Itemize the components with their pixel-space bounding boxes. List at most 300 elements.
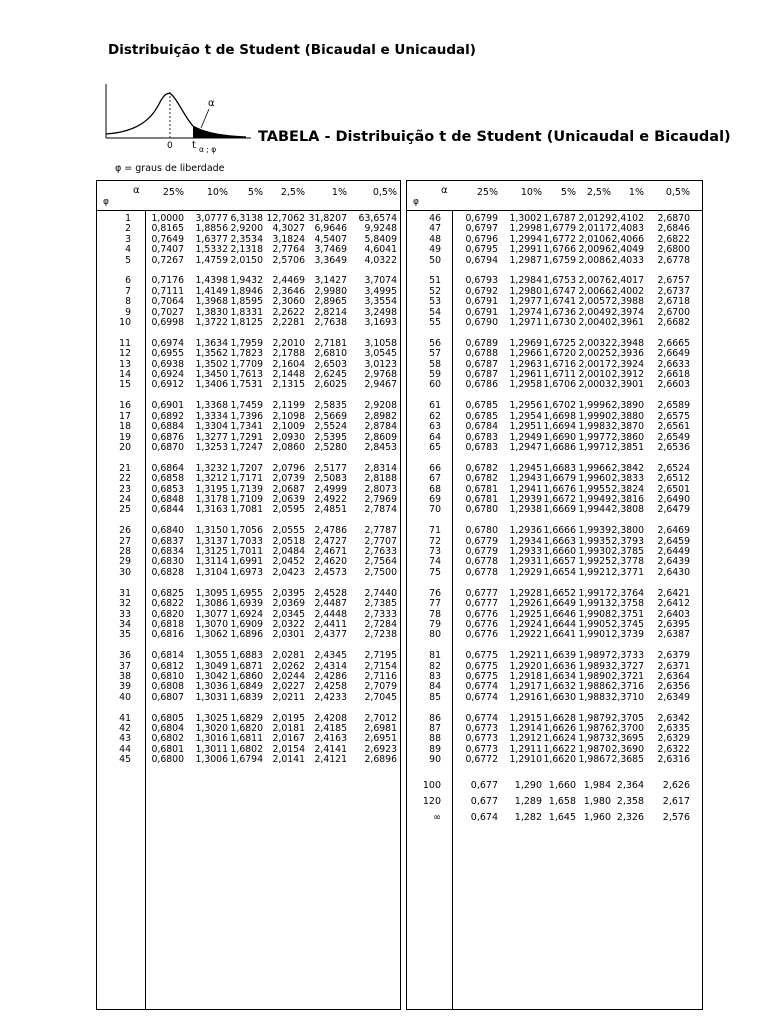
value-cell: 2,6379 (657, 650, 690, 662)
value-cell: 0,6807 (151, 691, 184, 703)
value-cell: 2,3758 (611, 598, 644, 610)
table-row (97, 256, 400, 266)
df-cell: 38 (119, 670, 131, 682)
value-cell: 1,9930 (578, 546, 611, 558)
value-cell: 2,6412 (657, 598, 690, 610)
value-cell: 2,626 (662, 780, 690, 791)
df-cell: 60 (429, 379, 441, 391)
value-cell: 4,6041 (364, 244, 397, 256)
df-cell: 46 (429, 213, 441, 224)
df-cell: 79 (429, 618, 441, 630)
df-cell: 65 (429, 441, 441, 453)
value-cell: 2,364 (616, 780, 644, 791)
table-row-group (97, 214, 400, 266)
df-cell: 3 (125, 233, 131, 245)
value-cell: 1,3086 (195, 598, 228, 610)
value-cell: 0,6822 (151, 598, 184, 610)
value-cell: 2,8784 (364, 421, 397, 433)
df-cell: ∞ (433, 812, 441, 823)
value-cell: 1,7011 (230, 546, 263, 558)
value-cell: 1,6694 (543, 421, 576, 433)
value-cell: 2,6981 (364, 723, 397, 735)
value-cell: 1,9897 (578, 650, 611, 662)
value-cell: 1,6839 (230, 691, 263, 703)
table-row (97, 505, 400, 515)
df-cell: 47 (429, 223, 441, 235)
value-cell: 1,8125 (230, 317, 263, 329)
value-cell: 1,3031 (195, 691, 228, 703)
value-cell: 0,6774 (465, 691, 498, 703)
value-cell: 1,9939 (578, 525, 611, 537)
value-cell: 2,6649 (657, 348, 690, 360)
value-cell: 0,6777 (465, 598, 498, 610)
value-cell: 2,4017 (611, 275, 644, 287)
value-cell: 0,6901 (151, 400, 184, 412)
value-cell: 0,6858 (151, 473, 184, 485)
value-cell: 2,3890 (611, 400, 644, 412)
density-curve (106, 93, 246, 137)
df-cell: 8 (125, 296, 131, 308)
value-cell: 1,9870 (578, 743, 611, 755)
value-cell: 2,3860 (611, 431, 644, 443)
df-cell: 20 (119, 441, 131, 453)
value-cell: 1,6669 (543, 504, 576, 516)
value-cell: 2,8965 (314, 296, 347, 308)
value-cell: 0,6828 (151, 566, 184, 578)
value-cell: 2,0244 (272, 670, 305, 682)
value-cell: 2,7116 (364, 670, 397, 682)
t-distribution-figure (96, 80, 256, 168)
value-cell: 1,3095 (195, 587, 228, 599)
value-cell: 1,6939 (230, 598, 263, 610)
df-cell: 15 (119, 379, 131, 391)
value-cell: 2,9208 (364, 400, 397, 412)
df-cell: 50 (429, 254, 441, 266)
df-cell: 69 (429, 493, 441, 505)
df-cell: 4 (125, 244, 131, 256)
value-cell: 0,6834 (151, 546, 184, 558)
df-cell: 56 (429, 337, 441, 349)
value-cell: 3,0123 (364, 358, 397, 370)
value-cell: 1,6698 (543, 410, 576, 422)
table-row (407, 599, 702, 609)
value-cell: 31,8207 (308, 213, 347, 224)
value-cell: 1,3502 (195, 358, 228, 370)
table-row-group (407, 401, 702, 453)
table-row (97, 568, 400, 578)
table-row (97, 318, 400, 328)
value-cell: 1,3104 (195, 566, 228, 578)
value-cell: 2,6561 (657, 421, 690, 433)
value-cell: 1,3195 (195, 483, 228, 495)
value-cell: 1,3137 (195, 535, 228, 547)
value-cell: 0,6792 (465, 285, 498, 297)
value-cell: 1,9960 (578, 473, 611, 485)
value-cell: 2,2622 (272, 306, 305, 318)
value-cell: 0,6884 (151, 421, 184, 433)
value-cell: 0,6797 (465, 223, 498, 235)
value-cell: 1,9876 (578, 723, 611, 735)
value-cell: 1,7823 (230, 348, 263, 360)
value-cell: 2,0167 (272, 733, 305, 745)
phi-header-symbol: φ (103, 197, 109, 207)
value-cell: 1,6676 (543, 483, 576, 495)
value-cell: 1,3150 (195, 525, 228, 537)
value-cell: 1,6730 (543, 317, 576, 329)
value-cell: 1,2994 (509, 233, 542, 245)
value-cell: 0,6825 (151, 587, 184, 599)
value-cell: 6,3138 (230, 213, 263, 224)
df-cell: 29 (119, 556, 131, 568)
value-cell: 1,9873 (578, 733, 611, 745)
value-cell: 0,6779 (465, 535, 498, 547)
value-cell: 0,6773 (465, 723, 498, 735)
df-cell: 11 (119, 337, 131, 349)
value-cell: 1,6657 (543, 556, 576, 568)
table-body (407, 214, 702, 776)
column-header: 2,5% (280, 187, 305, 198)
table-title: TABELA - Distribuição t de Student (Unicaudal e Bicaudal) (258, 129, 731, 145)
table-row (407, 443, 702, 453)
value-cell: 0,7267 (151, 254, 184, 266)
value-cell: 1,6632 (543, 681, 576, 693)
value-cell: 2,6503 (314, 358, 347, 370)
df-cell: 5 (125, 254, 131, 266)
value-cell: 1,980 (583, 796, 611, 807)
value-cell: 2,4671 (314, 546, 347, 558)
value-cell: 1,6820 (230, 723, 263, 735)
df-cell: 12 (119, 348, 131, 360)
table-row (407, 245, 702, 255)
value-cell: 2,3710 (611, 691, 644, 703)
value-cell: 2,8314 (364, 462, 397, 474)
value-cell: 2,6549 (657, 431, 690, 443)
value-cell: 1,2939 (509, 493, 542, 505)
value-cell: 1,2954 (509, 410, 542, 422)
value-cell: 1,6634 (543, 670, 576, 682)
table-row (407, 630, 702, 640)
value-cell: 2,0049 (578, 306, 611, 318)
value-cell: 1,6620 (543, 754, 576, 766)
value-cell: 2,0395 (272, 587, 305, 599)
value-cell: 2,4345 (314, 650, 347, 662)
df-cell: 7 (125, 285, 131, 297)
df-cell: 26 (119, 525, 131, 537)
value-cell: 2,4258 (314, 681, 347, 693)
value-cell: 2,4049 (611, 244, 644, 256)
value-cell: 0,6816 (151, 629, 184, 641)
value-cell: 3,2498 (364, 306, 397, 318)
value-cell: 2,0518 (272, 535, 305, 547)
value-cell: 2,0555 (272, 525, 305, 537)
value-cell: 2,1199 (272, 400, 305, 412)
df-cell: 89 (429, 743, 441, 755)
value-cell: 2,3936 (611, 348, 644, 360)
value-cell: 2,0227 (272, 681, 305, 693)
df-cell: 21 (119, 462, 131, 474)
value-cell: 2,0930 (272, 431, 305, 443)
df-cell: 88 (429, 733, 441, 745)
value-cell: 1,3055 (195, 650, 228, 662)
value-cell: 2,9467 (364, 379, 397, 391)
value-cell: 1,2914 (509, 723, 542, 735)
value-cell: 0,6830 (151, 556, 184, 568)
value-cell: 2,7707 (364, 535, 397, 547)
value-cell: 1,3163 (195, 504, 228, 516)
value-cell: 0,6780 (465, 525, 498, 537)
value-cell: 1,2925 (509, 608, 542, 620)
value-cell: 2,6371 (657, 660, 690, 672)
value-cell: 0,7649 (151, 233, 184, 245)
value-cell: 1,6702 (543, 400, 576, 412)
value-cell: 1,2928 (509, 587, 542, 599)
df-cell: 59 (429, 369, 441, 381)
value-cell: 2,5395 (314, 431, 347, 443)
value-cell: 0,6774 (465, 712, 498, 724)
value-cell: 2,7045 (364, 691, 397, 703)
df-cell: 43 (119, 733, 131, 745)
df-cell: 71 (429, 525, 441, 537)
value-cell: 0,6793 (465, 275, 498, 287)
value-cell: 2,3751 (611, 608, 644, 620)
value-cell: 2,9980 (314, 285, 347, 297)
value-cell: 1,6679 (543, 473, 576, 485)
value-cell: 1,2958 (509, 379, 542, 391)
value-cell: 2,3727 (611, 660, 644, 672)
value-cell: 2,0076 (578, 275, 611, 287)
value-cell: 2,6757 (657, 275, 690, 287)
value-cell: 1,2984 (509, 275, 542, 287)
value-cell: 1,3062 (195, 629, 228, 641)
value-cell: 0,6789 (465, 337, 498, 349)
value-cell: 1,2947 (509, 441, 542, 453)
column-header: 10% (520, 187, 542, 198)
table-panel-left (96, 180, 401, 1010)
value-cell: 1,3002 (509, 213, 542, 224)
df-cell: 27 (119, 535, 131, 547)
value-cell: 0,6844 (151, 504, 184, 516)
value-cell: 2,4185 (314, 723, 347, 735)
value-cell: 1,6706 (543, 379, 576, 391)
value-cell: 2,7440 (364, 587, 397, 599)
df-cell: 33 (119, 608, 131, 620)
value-cell: 0,6785 (465, 400, 498, 412)
value-cell: 1,6991 (230, 556, 263, 568)
value-cell: 1,2920 (509, 660, 542, 672)
value-cell: 2,3870 (611, 421, 644, 433)
column-header: 0,5% (665, 187, 690, 198)
value-cell: 1,2910 (509, 754, 542, 766)
value-cell: 2,4727 (314, 535, 347, 547)
value-cell: 2,5083 (314, 473, 347, 485)
value-cell: 2,7969 (364, 493, 397, 505)
value-cell: 2,1009 (272, 421, 305, 433)
value-cell: 2,4002 (611, 285, 644, 297)
value-cell: 2,5669 (314, 410, 347, 422)
value-cell: 1,4149 (195, 285, 228, 297)
value-cell: 2,6439 (657, 556, 690, 568)
value-cell: 1,6736 (543, 306, 576, 318)
value-cell: 2,3690 (611, 743, 644, 755)
df-cell: 40 (119, 691, 131, 703)
value-cell: 2,0739 (272, 473, 305, 485)
df-cell: 39 (119, 681, 131, 693)
value-cell: 3,3554 (364, 296, 397, 308)
value-cell: 1,6716 (543, 358, 576, 370)
value-cell: 2,3739 (611, 629, 644, 641)
df-cell: 51 (429, 275, 441, 287)
value-cell: 2,3961 (611, 317, 644, 329)
value-cell: 1,6871 (230, 660, 263, 672)
value-cell: 0,6876 (151, 431, 184, 443)
value-cell: 1,5332 (195, 244, 228, 256)
value-cell: 1,6924 (230, 608, 263, 620)
value-cell: 1,6955 (230, 587, 263, 599)
value-cell: 1,2936 (509, 525, 542, 537)
value-cell: 0,6779 (465, 546, 498, 558)
t-subscript: α ; φ (199, 145, 217, 154)
value-cell: 1,6811 (230, 733, 263, 745)
value-cell: 0,6795 (465, 244, 498, 256)
value-cell: 2,3695 (611, 733, 644, 745)
df-cell: 73 (429, 546, 441, 558)
value-cell: 2,6778 (657, 254, 690, 266)
value-cell: 2,2010 (272, 337, 305, 349)
value-cell: 2,0106 (578, 233, 611, 245)
df-cell: 24 (119, 493, 131, 505)
value-cell: 1,2911 (509, 743, 542, 755)
value-cell: 0,6808 (151, 681, 184, 693)
df-cell: 83 (429, 670, 441, 682)
column-header: 5% (560, 187, 576, 198)
value-cell: 1,7109 (230, 493, 263, 505)
value-cell: 2,7181 (314, 337, 347, 349)
value-cell: 1,2971 (509, 317, 542, 329)
value-cell: 1,9949 (578, 493, 611, 505)
table-row-group (407, 214, 702, 266)
table-row-group (407, 276, 702, 328)
value-cell: 0,6774 (465, 681, 498, 693)
table-row-group (97, 589, 400, 641)
value-cell: 2,0117 (578, 223, 611, 235)
value-cell: 1,6849 (230, 681, 263, 693)
value-cell: 0,6938 (151, 358, 184, 370)
value-cell: 2,3824 (611, 483, 644, 495)
phi-header-symbol: φ (413, 197, 419, 207)
table-row (97, 630, 400, 640)
value-cell: 0,6776 (465, 629, 498, 641)
page-heading: Distribuição t de Student (Bicaudal e Unicaudal) (108, 42, 476, 58)
value-cell: 2,0796 (272, 462, 305, 474)
df-cell: 76 (429, 587, 441, 599)
value-cell: 2,6633 (657, 358, 690, 370)
table-row (97, 755, 400, 765)
value-cell: 0,6783 (465, 441, 498, 453)
value-cell: 2,3745 (611, 618, 644, 630)
table-row-group (407, 651, 702, 703)
value-cell: 3,4995 (364, 285, 397, 297)
value-cell: 2,3816 (611, 493, 644, 505)
value-cell: 1,9990 (578, 410, 611, 422)
value-cell: 2,7874 (364, 504, 397, 516)
value-cell: 2,4233 (314, 691, 347, 703)
value-cell: 2,0484 (272, 546, 305, 558)
value-cell: 2,3685 (611, 754, 644, 766)
value-cell: 1,2931 (509, 556, 542, 568)
column-header: 10% (206, 187, 228, 198)
value-cell: 1,2922 (509, 629, 542, 641)
value-cell: 0,6778 (465, 556, 498, 568)
value-cell: 1,2998 (509, 223, 542, 235)
table-row-group (97, 714, 400, 766)
df-cell: 16 (119, 400, 131, 412)
value-cell: 2,7385 (364, 598, 397, 610)
value-cell: 2,6322 (657, 743, 690, 755)
value-cell: 2,0639 (272, 493, 305, 505)
df-cell: 74 (429, 556, 441, 568)
value-cell: 0,6776 (465, 608, 498, 620)
value-cell: 2,4163 (314, 733, 347, 745)
value-cell: 2,3060 (272, 296, 305, 308)
df-cell: 35 (119, 629, 131, 641)
value-cell: 2,3778 (611, 556, 644, 568)
value-cell: 1,290 (514, 780, 542, 791)
value-cell: 2,4469 (272, 275, 305, 287)
table-row (407, 568, 702, 578)
value-cell: 1,6644 (543, 618, 576, 630)
value-cell: 2,6536 (657, 441, 690, 453)
value-cell: 1,9996 (578, 400, 611, 412)
value-cell: 1,6622 (543, 743, 576, 755)
value-cell: 0,677 (470, 780, 498, 791)
alpha-label: α (208, 98, 215, 109)
value-cell: 1,6639 (543, 650, 576, 662)
value-cell: 1,3562 (195, 348, 228, 360)
value-cell: 1,6624 (543, 733, 576, 745)
value-cell: 0,6892 (151, 410, 184, 422)
table-row (97, 599, 400, 609)
value-cell: 2,5280 (314, 441, 347, 453)
value-cell: 1,3042 (195, 670, 228, 682)
value-cell: 1,2980 (509, 285, 542, 297)
value-cell: 2,6335 (657, 723, 690, 735)
value-cell: 2,0154 (272, 743, 305, 755)
value-cell: 2,3705 (611, 712, 644, 724)
value-cell: 2,8073 (364, 483, 397, 495)
value-cell: 2,3716 (611, 681, 644, 693)
df-cell: 70 (429, 504, 441, 516)
value-cell: 1,7291 (230, 431, 263, 443)
df-cell: 37 (119, 660, 131, 672)
table-row-group (407, 339, 702, 391)
value-cell: 1,6711 (543, 369, 576, 381)
value-cell: 2,6575 (657, 410, 690, 422)
value-cell: 12,7062 (266, 213, 305, 224)
value-cell: 1,3830 (195, 306, 228, 318)
df-cell: 77 (429, 598, 441, 610)
value-cell: 0,6775 (465, 650, 498, 662)
value-cell: 2,326 (616, 812, 644, 823)
value-cell: 2,0181 (272, 723, 305, 735)
value-cell: 2,6589 (657, 400, 690, 412)
value-cell: 2,3880 (611, 410, 644, 422)
value-cell: 1,6829 (230, 712, 263, 724)
value-cell: 2,1315 (272, 379, 305, 391)
table-panel-right (406, 180, 703, 1010)
value-cell: 2,0129 (578, 213, 611, 224)
value-cell: 2,3771 (611, 566, 644, 578)
value-cell: 2,6395 (657, 618, 690, 630)
